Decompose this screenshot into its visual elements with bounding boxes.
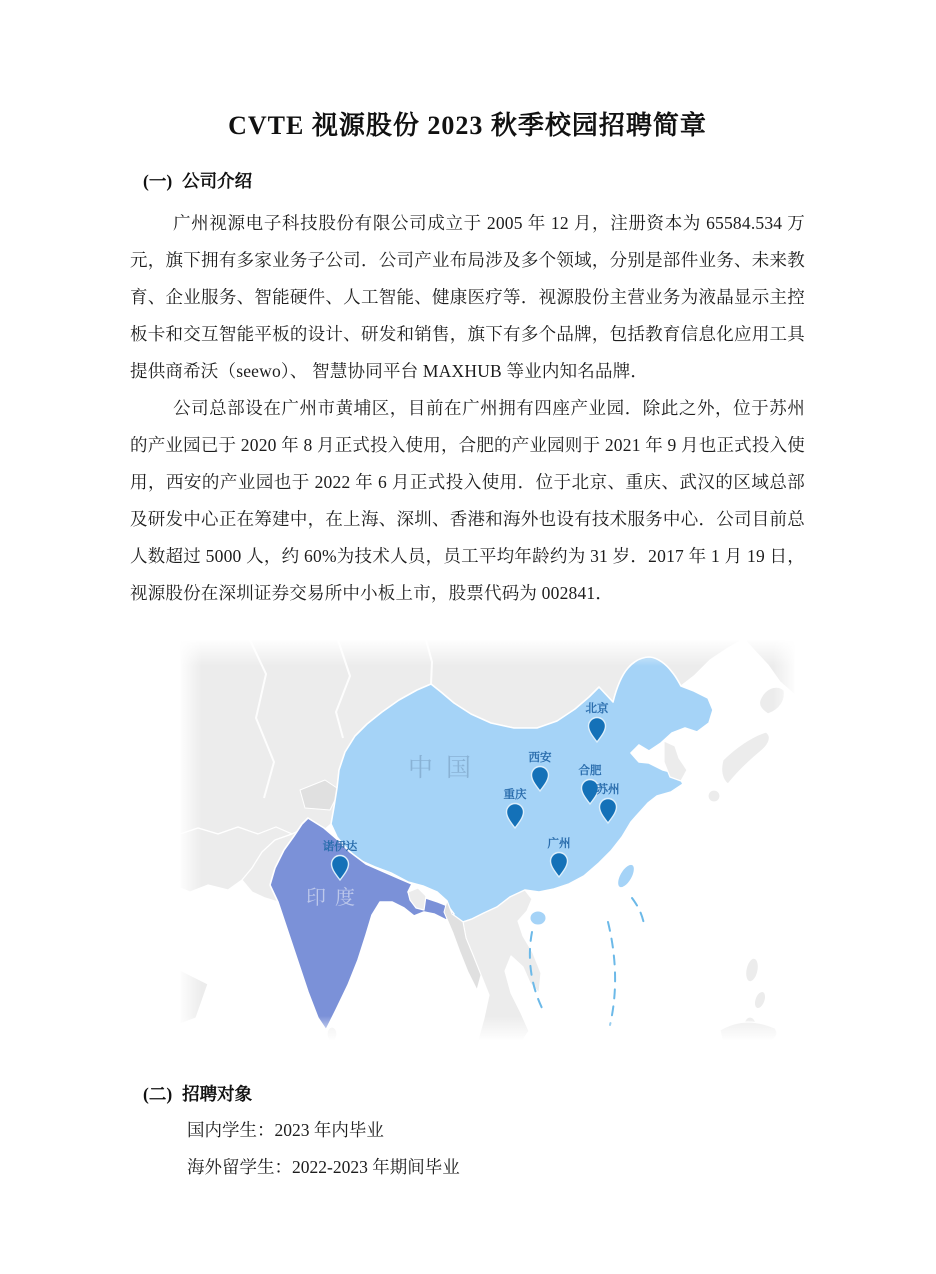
section-2-heading bbox=[143, 1082, 805, 1106]
map-taiwan-shape bbox=[614, 862, 637, 891]
section-1-heading bbox=[143, 169, 805, 193]
section-1-number: (一) bbox=[143, 171, 173, 191]
section-1-title: 公司介绍 bbox=[182, 171, 253, 191]
map-pin-label-chongqing: 重庆 bbox=[503, 789, 527, 801]
map-philippines-luzon-shape bbox=[744, 957, 761, 983]
map-pin-label-suzhou: 苏州 bbox=[596, 784, 620, 796]
map-hainan-shape bbox=[530, 911, 546, 925]
map-japan-honshu-shape bbox=[722, 732, 770, 784]
map-pin-label-xian: 西安 bbox=[528, 752, 552, 764]
map-pin-label-beijing: 北京 bbox=[585, 703, 609, 715]
recruit-target-lines bbox=[130, 1112, 805, 1186]
map-philippines-visayas-shape bbox=[752, 990, 768, 1010]
recruit-target-domestic: 国内学生：2023 年内毕业 bbox=[187, 1120, 384, 1140]
map-japan-kyushu-shape bbox=[708, 790, 720, 802]
map-pin-label-hefei: 合肥 bbox=[578, 765, 602, 777]
map-pin-label-noida: 诺伊达 bbox=[322, 841, 358, 853]
china-india-locations-map bbox=[180, 640, 795, 1040]
map-arabian-corner-shape bbox=[180, 970, 208, 1024]
recruit-target-overseas: 海外留学生：2022-2023 年期间毕业 bbox=[187, 1157, 460, 1177]
map-japan-hokkaido-shape bbox=[759, 687, 784, 714]
map-nine-dash-line-north bbox=[632, 898, 644, 924]
india-country-label: 印度 bbox=[306, 887, 364, 909]
section-2-title: 招聘对象 bbox=[182, 1084, 253, 1104]
map-russia-far-east-shape bbox=[745, 640, 795, 695]
map-borneo-shape bbox=[720, 1022, 777, 1040]
map-sri-lanka-shape bbox=[327, 1027, 337, 1040]
company-intro-paragraph-2: 公司总部设在广州市黄埔区，目前在广州拥有四座产业园．除此之外，位于苏州的产业园已于 2020 年 8 月正式投入使用，合肥的产业园则于 2021 年 9 月也正式投入使用，西安的产业园也于 2022 年 6 月正式投入使用．位于北京、重庆、武汉的区域总部及研发中心正在筹建中，在上海、深圳、香港和海外也设有技术服务中心．公司目前总人数超过 5000 人，约 60%为技术人员，员工平均年龄约为 31 岁．2017 年 1 月 19 日，视源股份在深圳证券交易所中小板上市，股票代码为 002841． bbox=[130, 398, 805, 603]
document-title: CVTE 视源股份 2023 秋季校园招聘简章 bbox=[228, 111, 707, 140]
map-figure bbox=[180, 640, 795, 1040]
company-intro-paragraph-1: 广州视源电子科技股份有限公司成立于 2005 年 12 月，注册资本为 65584.534 万元，旗下拥有多家业务子公司．公司产业布局涉及多个领域，分别是部件业务、未来教育、企业服务、智能硬件、人工智能、健康医疗等．视源股份主营业务为液晶显示主控板卡和交互智能平板的设计、研发和销售，旗下有多个品牌，包括教育信息化应用工具提供商希沃（seewo）、 智慧协同平台 MAXHUB 等业内知名品牌． bbox=[130, 213, 805, 381]
china-country-label: 中国 bbox=[408, 754, 485, 782]
section-2-number: (二) bbox=[143, 1084, 173, 1104]
map-nine-dash-line-east bbox=[608, 922, 615, 1025]
map-pin-label-guangzhou: 广州 bbox=[547, 838, 571, 850]
